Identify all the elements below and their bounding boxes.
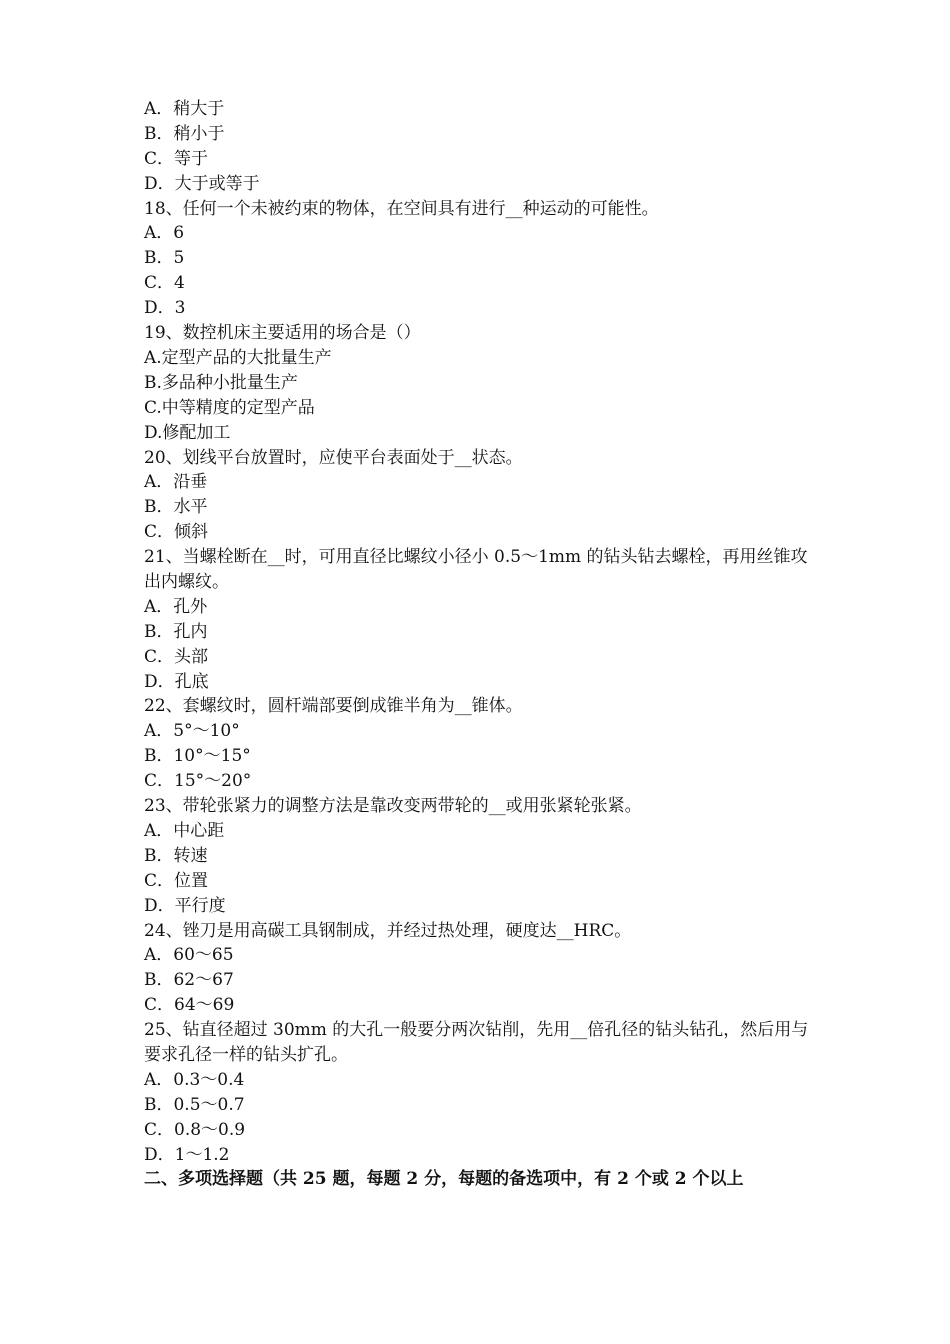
- question-list: [144, 97, 824, 1167]
- answer-option: B．0.5～0.7: [144, 1094, 245, 1115]
- answer-option: B．转速: [144, 845, 208, 866]
- answer-option: B．孔内: [144, 621, 208, 642]
- answer-option: A．沿垂: [144, 472, 208, 493]
- question-text: 25、钻直径超过 30mm 的大孔一般要分两次钻削，先用__倍孔径的钻头钻孔，然后用与要求孔径一样的钻头扩孔。: [144, 1020, 809, 1065]
- answer-option: C．64～69: [144, 995, 235, 1016]
- answer-option: A．60～65: [144, 945, 234, 966]
- answer-option: B．62～67: [144, 970, 234, 991]
- question-text: 21、当螺栓断在__时，可用直径比螺纹小径小 0.5～1mm 的钻头钻去螺栓，再用丝锥攻出内螺纹。: [144, 547, 808, 592]
- answer-option: C．0.8～0.9: [144, 1119, 246, 1140]
- question-text: 19、数控机床主要适用的场合是（）: [144, 323, 421, 344]
- answer-option: C．倾斜: [144, 522, 209, 543]
- answer-option: D.修配加工: [144, 422, 231, 443]
- answer-option: A．6: [144, 223, 185, 244]
- answer-option: C．头部: [144, 646, 209, 667]
- answer-option: C.中等精度的定型产品: [144, 397, 315, 418]
- answer-option: A．中心距: [144, 820, 225, 841]
- answer-option: A．稍大于: [144, 99, 225, 119]
- answer-option: B.多品种小批量生产: [144, 372, 298, 393]
- section-heading: 二、多项选择题（共 25 题，每题 2 分，每题的备选项中，有 2 个或 2 个以上: [144, 1169, 744, 1190]
- answer-option: A．孔外: [144, 596, 208, 617]
- answer-option: C．15°～20°: [144, 771, 252, 792]
- answer-option: B．10°～15°: [144, 746, 251, 767]
- answer-option: B．稍小于: [144, 123, 225, 144]
- question-text: 18、任何一个未被约束的物体，在空间具有进行__种运动的可能性。: [144, 198, 659, 219]
- answer-option: D．孔底: [144, 671, 209, 692]
- answer-option: C．位置: [144, 870, 209, 891]
- answer-option: C．等于: [144, 148, 209, 169]
- answer-option: D．大于或等于: [144, 173, 260, 194]
- question-text: 20、划线平台放置时，应使平台表面处于__状态。: [144, 447, 523, 468]
- answer-option: C．4: [144, 273, 185, 294]
- answer-option: B．5: [144, 248, 185, 269]
- question-text: 22、套螺纹时，圆杆端部要倒成锥半角为__锥体。: [144, 696, 523, 717]
- answer-option: D．3: [144, 298, 186, 319]
- answer-option: A.定型产品的大批量生产: [144, 347, 332, 368]
- question-text: 24、锉刀是用高碳工具钢制成，并经过热处理，硬度达__HRC。: [144, 920, 632, 941]
- answer-option: A．5°～10°: [144, 721, 240, 742]
- answer-option: B．水平: [144, 497, 208, 518]
- question-text: 23、带轮张紧力的调整方法是靠改变两带轮的__或用张紧轮张紧。: [144, 796, 642, 817]
- answer-option: A．0.3～0.4: [144, 1069, 245, 1090]
- answer-option: D．1～1.2: [144, 1144, 230, 1165]
- answer-option: D．平行度: [144, 895, 226, 916]
- document-page: [144, 97, 824, 1192]
